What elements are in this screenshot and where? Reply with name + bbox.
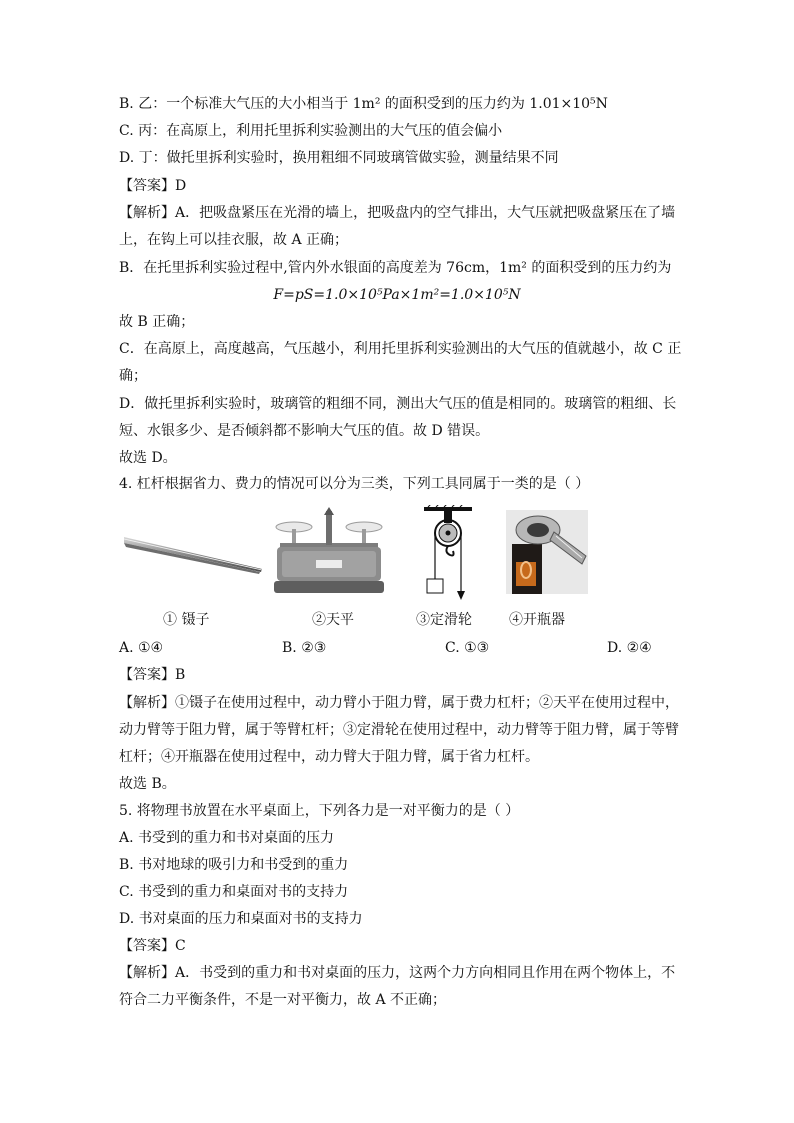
tweezers-image [122, 525, 264, 577]
q3-answer: 【答案】D [119, 178, 187, 194]
q3-option-b: B. 乙：一个标准大气压的大小相当于 1m² 的面积受到的压力约为 1.01×10⁵N [119, 96, 608, 112]
q3-formula: F=pS=1.0×10⁵Pa×1m²=1.0×10⁵N [273, 287, 521, 303]
q5-stem: 5. 将物理书放置在水平桌面上，下列各力是一对平衡力的是（ ） [119, 803, 520, 819]
balance-scale-image [272, 505, 386, 597]
q3-analysis-line6: 确； [119, 368, 147, 384]
q3-analysis-line7: D．做托里拆利实验时，玻璃管的粗细不同，测出大气压的值是相同的。玻璃管的粗细、长 [119, 396, 677, 412]
q3-analysis-line5: C．在高原上，高度越高，气压越小，利用托里拆利实验测出的大气压的值就越小，故 C 正 [119, 341, 682, 357]
bottle-opener-image [506, 510, 588, 594]
q4-option-d: D. ②④ [607, 640, 652, 656]
q3-analysis-line8: 短、水银多少、是否倾斜都不影响大气压的值。故 D 错误。 [119, 423, 490, 439]
q3-analysis-line1: 【解析】A．把吸盘紧压在光滑的墙上，把吸盘内的空气排出，大气压就把吸盘紧压在了墙 [119, 205, 676, 221]
q4-stem: 4. 杠杆根据省力、费力的情况可以分为三类，下列工具同属于一类的是（ ） [119, 476, 590, 492]
q3-analysis-line2: 上，在钩上可以挂衣服，故 A 正确； [119, 232, 349, 248]
q5-option-d: D. 书对桌面的压力和桌面对书的支持力 [119, 911, 363, 927]
q5-option-a: A. 书受到的重力和书对桌面的压力 [119, 830, 335, 846]
q4-conclusion: 故选 B。 [119, 776, 176, 792]
q5-answer: 【答案】C [119, 938, 186, 954]
q4-answer: 【答案】B [119, 667, 186, 683]
q4-analysis-line2: 动力臂等于阻力臂，属于等臂杠杆；③定滑轮在使用过程中，动力臂等于阻力臂，属于等臂 [119, 722, 679, 738]
fixed-pulley-diagram [420, 505, 478, 603]
caption-opener: ④开瓶器 [509, 612, 565, 628]
q3-option-c: C. 丙：在高原上，利用托里拆利实验测出的大气压的值会偏小 [119, 123, 503, 139]
caption-balance: ②天平 [312, 612, 354, 628]
q3-option-d: D. 丁：做托里拆利实验时，换用粗细不同玻璃管做实验，测量结果不同 [119, 150, 559, 166]
q3-conclusion: 故选 D。 [119, 450, 177, 466]
caption-pulley: ③定滑轮 [416, 612, 472, 628]
q3-analysis-line4: 故 B 正确； [119, 314, 195, 330]
q5-option-c: C. 书受到的重力和桌面对书的支持力 [119, 884, 349, 900]
q4-option-c: C. ①③ [445, 640, 490, 656]
q4-analysis-line1: 【解析】①镊子在使用过程中，动力臂小于阻力臂，属于费力杠杆；②天平在使用过程中， [119, 695, 679, 711]
q5-analysis-line2: 符合二力平衡条件，不是一对平衡力，故 A 不正确； [119, 992, 447, 1008]
q4-option-b: B. ②③ [282, 640, 327, 656]
q5-analysis-line1: 【解析】A．书受到的重力和书对桌面的压力，这两个力方向相同且作用在两个物体上，不 [119, 965, 676, 981]
q3-analysis-line3: B．在托里拆利实验过程中,管内外水银面的高度差为 76cm，1m² 的面积受到的压力约为 [119, 260, 672, 276]
q5-option-b: B. 书对地球的吸引力和书受到的重力 [119, 857, 349, 873]
caption-tweezers: ① 镊子 [163, 612, 210, 628]
q4-option-a: A. ①④ [119, 640, 164, 656]
q4-analysis-line3: 杠杆；④开瓶器在使用过程中，动力臂大于阻力臂，属于省力杠杆。 [119, 749, 539, 765]
